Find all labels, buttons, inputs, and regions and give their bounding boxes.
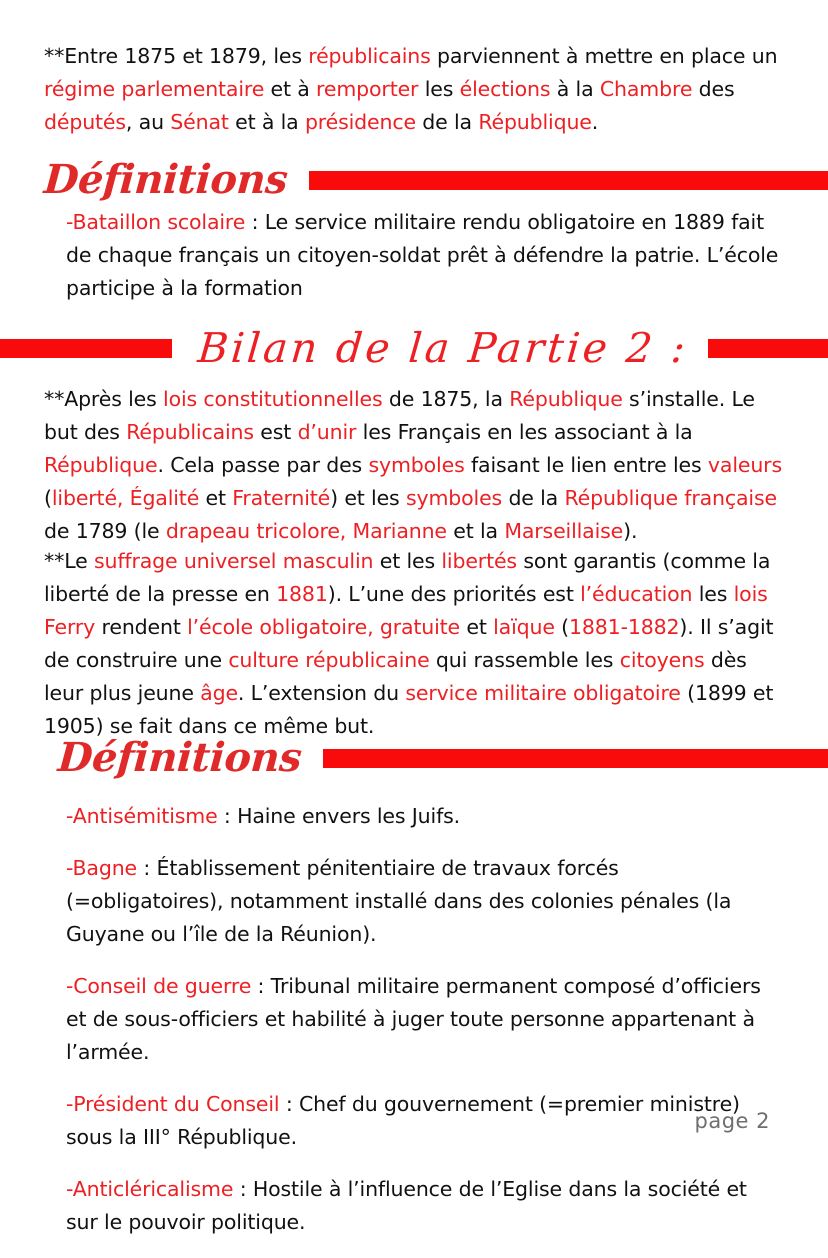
body-text: **Après les [44,387,164,411]
body-text: et la [446,519,505,543]
body-text: ( [44,486,52,510]
highlight-text: présidence [304,110,416,134]
body-text: de 1789 (le [44,519,166,543]
highlight-text: l’éducation [580,582,693,606]
definition-item [66,206,782,305]
body-text: à la [550,77,600,101]
body-text: et à [264,77,317,101]
banner-bar-right [708,339,828,358]
definition-body: Haine envers les Juifs. [237,804,461,828]
definition-term: -Conseil de guerre [66,974,252,998]
definition-separator: : [233,1177,253,1201]
highlight-text: symboles [405,486,503,510]
body-text: et [460,615,494,639]
body-text: parviennent à mettre en place un [430,44,778,68]
definition-term: -Bataillon scolaire [66,210,246,234]
bilan-banner [0,318,828,378]
highlight-text: lois constitutionnelles [163,387,383,411]
body-text: ). Il s’agit de construire une [44,615,774,672]
body-text: des [692,77,735,101]
body-text: de 1875, la [382,387,510,411]
body-text: rendent [95,615,188,639]
definition-separator: : [137,856,157,880]
definition-term: -Anticléricalisme [66,1177,234,1201]
body-text: ). [623,519,638,543]
definition-body: Tribunal militaire permanent composé d’officiers et de sous-officiers et habilité à juger toute personne appartenant à l’armée. [66,974,761,1064]
highlight-text: culture républicaine [228,648,430,672]
body-text: de la [415,110,479,134]
bilan-paragraph-1 [44,383,782,548]
definition-item [66,1088,782,1154]
highlight-text: liberté, Égalité [51,486,200,510]
highlight-text: 1881-1882 [569,615,680,639]
highlight-text: service militaire obligatoire [405,681,681,705]
highlight-text: régime parlementaire [44,77,265,101]
definitions-heading-label: Définitions [42,156,289,203]
body-text: s’installe. Le but des [44,387,755,444]
body-text: ). L’une des priorités est [327,582,581,606]
highlight-text: âge [200,681,238,705]
body-text: et à la [228,110,305,134]
definition-item [66,800,782,833]
definition-separator: : [279,1092,299,1116]
body-text: ) et les [330,486,406,510]
highlight-text: Marseillaise [504,519,624,543]
body-text: dès leur plus jeune [44,648,747,705]
highlight-text: Fraternité [232,486,331,510]
body-text: qui rassemble les [429,648,620,672]
banner-title: Bilan de la Partie 2 : [195,323,691,372]
definition-term: -Bagne [66,856,138,880]
highlight-text: élections [459,77,551,101]
body-text: les Français en les associant à la [356,420,693,444]
highlight-text: République française [564,486,777,510]
definition-item [66,852,782,951]
heading-rule [309,171,828,190]
highlight-text: laïque [493,615,555,639]
body-text: **Le [44,549,94,573]
definition-list-2 [66,800,782,1258]
body-text: est [253,420,298,444]
definition-separator: : [245,210,265,234]
highlight-text: députés [44,110,126,134]
definitions-heading-label: Définitions [56,734,303,781]
highlight-text: l’école obligatoire, gratuite [187,615,461,639]
definition-term: -Antisémitisme [66,804,218,828]
body-text: **Entre 1875 et 1879, les [44,44,309,68]
definition-item [66,970,782,1069]
highlight-text: drapeau tricolore, Marianne [165,519,447,543]
definitions-header-2 [58,730,828,786]
highlight-text: 1881 [276,582,328,606]
banner-bar-left [0,339,172,358]
definitions-header-1 [44,152,828,208]
definition-separator: : [251,974,271,998]
highlight-text: République [44,453,158,477]
highlight-text: symboles [368,453,465,477]
body-text: et [199,486,233,510]
body-text: et les [373,549,442,573]
highlight-text: remporter [316,77,419,101]
body-text: faisant le lien entre les [464,453,708,477]
body-text: les [418,77,460,101]
highlight-text: libertés [441,549,517,573]
definition-item [66,1173,782,1239]
definition-body: Le service militaire rendu obligatoire en 1889 fait de chaque français un citoyen-soldat prêt à défendre la patrie. L’école participe à la formation [66,210,779,300]
highlight-text: Sénat [170,110,229,134]
definition-separator: : [217,804,238,828]
highlight-text: Chambre [599,77,693,101]
highlight-text: Républicains [126,420,254,444]
highlight-text: lois Ferry [44,582,768,639]
body-text: . [591,110,599,134]
highlight-text: citoyens [619,648,705,672]
body-text: (1899 et 1905) se fait dans ce même but. [44,681,774,738]
heading-rule [323,749,828,768]
body-text: . Cela passe par des [157,453,369,477]
body-text: sont garantis (comme la liberté de la presse en [44,549,771,606]
definition-body: Établissement pénitentiaire de travaux forcés (=obligatoires), notamment installé dans des colonies pénales (la Guyane ou l’île de la Réunion). [66,856,732,946]
body-text: de la [502,486,565,510]
bilan-paragraph-2 [44,545,782,743]
body-text: . L’extension du [237,681,406,705]
definition-list-1 [0,206,828,305]
highlight-text: d’unir [297,420,357,444]
highlight-text: valeurs [707,453,782,477]
definition-body: Chef du gouvernement (=premier ministre) sous la III° République. [66,1092,740,1149]
definition-term: -Président du Conseil [66,1092,280,1116]
page-number: page 2 [694,1109,770,1133]
highlight-text: République [478,110,592,134]
definition-body: Hostile à l’influence de l’Eglise dans la société et sur le pouvoir politique. [66,1177,747,1234]
highlight-text: République [509,387,623,411]
body-text: ( [554,615,569,639]
highlight-text: suffrage universel masculin [93,549,374,573]
body-text: les [692,582,734,606]
body-text: , au [125,110,171,134]
highlight-text: républicains [308,44,431,68]
intro-paragraph [44,40,782,139]
